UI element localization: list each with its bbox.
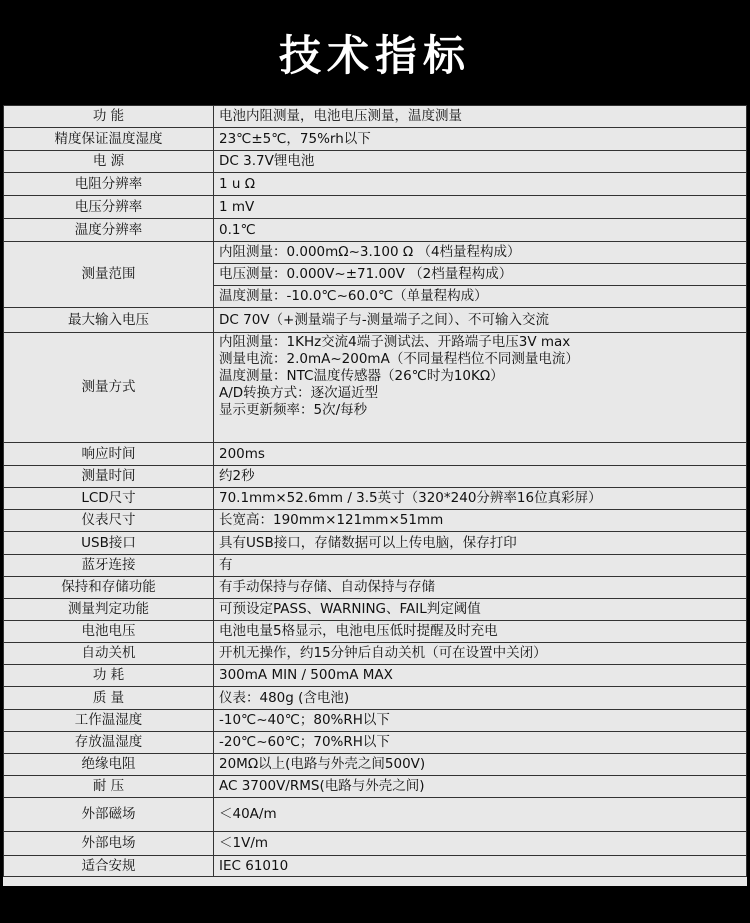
spec-row <box>4 665 747 687</box>
spec-label: 耐 压 <box>4 776 214 798</box>
spec-value: DC 3.7V锂电池 <box>214 151 747 173</box>
spec-value: DC 70V（+测量端子与-测量端子之间）、不可输入交流 <box>214 308 747 333</box>
spec-row <box>4 128 747 151</box>
spec-value: 有手动保持与存储、自动保持与存储 <box>214 577 747 599</box>
spec-label: 测量方式 <box>4 333 214 443</box>
spec-value: IEC 61010 <box>214 856 747 877</box>
spec-value-line: 内阻测量：1KHz交流4端子测试法、开路端子电压3V max <box>219 334 571 350</box>
spec-value: -10℃~40℃；80%RH以下 <box>214 710 747 732</box>
spec-label: 测量范围 <box>4 242 214 308</box>
spec-value: 20MΩ以上(电路与外壳之间500V) <box>214 754 747 776</box>
spec-row <box>4 510 747 532</box>
spec-label: 保持和存储功能 <box>4 577 214 599</box>
spec-value-line: 电压测量：0.000V~±71.00V （2档量程构成） <box>214 264 746 286</box>
spec-label: 外部磁场 <box>4 798 214 832</box>
spec-value: 电池电量5格显示，电池电压低时提醒及时充电 <box>214 621 747 643</box>
spec-value-line: 温度测量：-10.0℃~60.0℃（单量程构成） <box>219 288 488 304</box>
spec-label: LCD尺寸 <box>4 488 214 510</box>
spec-value-line: 测量电流：2.0mA~200mA（不同量程档位不同测量电流） <box>219 351 579 367</box>
spec-row <box>4 599 747 621</box>
spec-row <box>4 643 747 665</box>
spec-row <box>4 196 747 219</box>
page-title: 技术指标 <box>278 30 471 80</box>
spec-value: 1 u Ω <box>214 173 747 196</box>
spec-row <box>4 466 747 488</box>
spec-value: -20℃~60℃；70%RH以下 <box>214 732 747 754</box>
spec-label: 响应时间 <box>4 443 214 466</box>
spec-row <box>4 687 747 710</box>
spec-value-lines <box>214 242 747 308</box>
spec-value: 仪表：480g (含电池) <box>214 687 747 710</box>
spec-label: 测量判定功能 <box>4 599 214 621</box>
spec-label: 外部电场 <box>4 832 214 856</box>
spec-value: 约2秒 <box>214 466 747 488</box>
spec-label: 适合安规 <box>4 856 214 877</box>
spec-label: 温度分辨率 <box>4 219 214 242</box>
spec-label: 功 耗 <box>4 665 214 687</box>
spec-label: 电阻分辨率 <box>4 173 214 196</box>
spec-value: 0.1℃ <box>214 219 747 242</box>
spec-value: ＜40A/m <box>214 798 747 832</box>
spec-value-lines <box>214 333 747 443</box>
spec-row <box>4 219 747 242</box>
spec-value: 电池内阻测量，电池电压测量，温度测量 <box>214 106 747 128</box>
spec-row <box>4 308 747 333</box>
spec-table-panel <box>3 105 747 886</box>
spec-label: 最大输入电压 <box>4 308 214 333</box>
spec-value: 长宽高：190mm×121mm×51mm <box>214 510 747 532</box>
spec-row <box>4 532 747 555</box>
spec-row <box>4 151 747 173</box>
spec-label: 存放温湿度 <box>4 732 214 754</box>
spec-label: 功 能 <box>4 106 214 128</box>
spec-value-line: 内阻测量：0.000mΩ~3.100 Ω （4档量程构成） <box>214 242 746 264</box>
spec-value: 开机无操作，约15分钟后自动关机（可在设置中关闭） <box>214 643 747 665</box>
spec-value: 300mA MIN / 500mA MAX <box>214 665 747 687</box>
spec-row <box>4 173 747 196</box>
spec-row <box>4 488 747 510</box>
spec-row <box>4 555 747 577</box>
spec-row <box>4 732 747 754</box>
spec-row <box>4 776 747 798</box>
spec-row <box>4 106 747 128</box>
spec-row <box>4 621 747 643</box>
spec-label: 自动关机 <box>4 643 214 665</box>
spec-row <box>4 443 747 466</box>
spec-row <box>4 832 747 856</box>
spec-value: 可预设定PASS、WARNING、FAIL判定阈值 <box>214 599 747 621</box>
spec-row <box>4 754 747 776</box>
spec-label: 质 量 <box>4 687 214 710</box>
spec-label: 绝缘电阻 <box>4 754 214 776</box>
spec-value: 1 mV <box>214 196 747 219</box>
spec-label: 仪表尺寸 <box>4 510 214 532</box>
spec-label: 电压分辨率 <box>4 196 214 219</box>
spec-label: 精度保证温度湿度 <box>4 128 214 151</box>
spec-label: 蓝牙连接 <box>4 555 214 577</box>
spec-value-line: A/D转换方式：逐次逼近型 <box>219 385 379 401</box>
spec-value: ＜1V/m <box>214 832 747 856</box>
spec-value-line: 温度测量：NTC温度传感器（26℃时为10KΩ） <box>219 368 504 384</box>
spec-value: 有 <box>214 555 747 577</box>
spec-value: AC 3700V/RMS(电路与外壳之间) <box>214 776 747 798</box>
spec-label: 测量时间 <box>4 466 214 488</box>
spec-row <box>4 333 747 443</box>
spec-row <box>4 798 747 832</box>
spec-value: 70.1mm×52.6mm / 3.5英寸（320*240分辨率16位真彩屏） <box>214 488 747 510</box>
bottom-band <box>0 886 750 923</box>
spec-row <box>4 710 747 732</box>
spec-value: 200ms <box>214 443 747 466</box>
spec-value: 具有USB接口，存储数据可以上传电脑，保存打印 <box>214 532 747 555</box>
spec-row <box>4 856 747 877</box>
spec-value: 23℃±5℃，75%rh以下 <box>214 128 747 151</box>
spec-label: USB接口 <box>4 532 214 555</box>
spec-table <box>3 105 747 877</box>
spec-row <box>4 577 747 599</box>
spec-value-line: 显示更新频率：5次/每秒 <box>219 402 368 418</box>
spec-label: 电池电压 <box>4 621 214 643</box>
spec-label: 工作温湿度 <box>4 710 214 732</box>
spec-label: 电 源 <box>4 151 214 173</box>
spec-row <box>4 242 747 308</box>
